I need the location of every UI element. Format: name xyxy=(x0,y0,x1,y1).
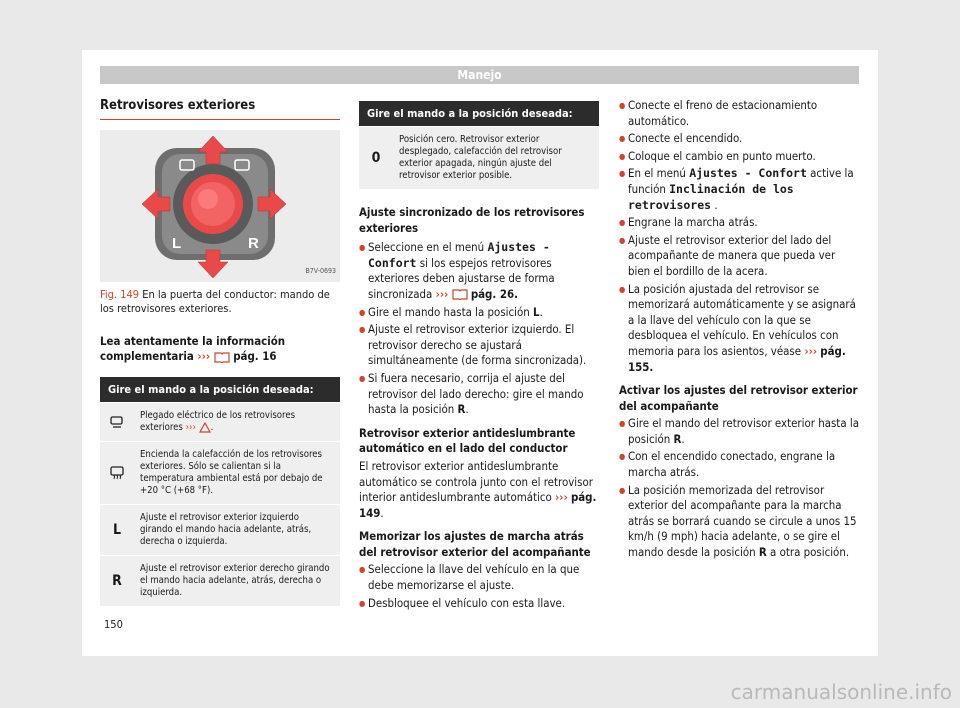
table-row xyxy=(100,555,340,606)
mirror-control-figure xyxy=(100,130,340,282)
list-item-text: Seleccione en el menú xyxy=(368,240,485,255)
table-row-text: Ajuste el retrovisor exterior izquierdo girando el mando hacia adelante, atrás, derecha o izquierda. xyxy=(140,511,312,547)
table-row xyxy=(100,441,340,504)
paragraph-text: El retrovisor exterior antideslumbrante automático se controla junto con el retrovisor interior antideslumbrante automático xyxy=(359,458,593,505)
lead-ref-link[interactable]: pág. 16 xyxy=(233,349,277,364)
subsection-title: Retrovisor exterior antideslumbrante automático en el lado del conductor xyxy=(359,425,576,456)
heated-mirror-icon xyxy=(100,442,134,504)
paragraph: El retrovisor exterior antideslumbrante automático se controla junto con el retrovisor interior antideslumbrante automático ››› pág. 149. xyxy=(359,458,597,520)
table-header: Gire el mando a la posición deseada: xyxy=(359,101,599,126)
list-item: ● Si fuera necesario, corrija el ajuste del retrovisor del lado derecho: gire el mando hasta la posición R. xyxy=(359,371,599,418)
list-item-text: La posición memorizada del retrovisor exterior del acompañante para la marcha atrás se borrará cuando se circule a unos 15 km/h (9 mph) hacia adelante, o se gire el mando desde la posición xyxy=(628,482,857,560)
list-item: ● Seleccione la llave del vehículo en la que debe memorizarse el ajuste. xyxy=(359,562,599,593)
column-3 xyxy=(619,98,859,561)
table-row-text-body: Plegado eléctrico de los retrovisores exteriores xyxy=(140,409,296,433)
column-2 xyxy=(359,98,599,611)
book-reference-icon xyxy=(214,351,230,363)
list-item xyxy=(359,240,599,302)
list-item-text: Gire el mando del retrovisor exterior hasta la posición xyxy=(628,416,859,446)
menu-path: Ajustes - Confort xyxy=(368,240,550,270)
list-item: ● Ajuste el retrovisor exterior del lado del acompañante de manera que pueda ver bien el bordillo de la acera. xyxy=(619,233,859,280)
list-item-text: active la función xyxy=(628,166,854,196)
list-item xyxy=(619,483,859,561)
list-item: ● Engrane la marcha atrás. xyxy=(619,215,859,231)
table-row-text: Encienda la calefacción de los retrovisores exteriores. Sólo se calientan si la temperatura ambiental está por debajo de +20 °C (+68 °F). xyxy=(140,448,323,496)
table-row-text: Ajuste el retrovisor exterior derecho girando el mando hacia adelante, atrás, derecha o izquierda. xyxy=(140,562,330,598)
position-symbol: 0 xyxy=(371,150,381,166)
list-item-text: La posición ajustada del retrovisor se memorizará automáticamente y se asignará a la llave del vehículo con la que se desbloquea el vehículo. En vehículos con memoria para los asientos, véase xyxy=(628,281,856,358)
column-1 xyxy=(100,98,340,606)
lead-text-body: Lea atentamente la información complementaria xyxy=(100,333,286,364)
table-row xyxy=(359,126,599,189)
subsection-title: Activar los ajustes del retrovisor exterior del acompañante xyxy=(619,383,858,413)
list-item-text: a otra posición. xyxy=(770,545,850,560)
section-title: Retrovisores exteriores xyxy=(100,98,340,120)
list-item: ● Gire el mando del retrovisor exterior hasta la posición R. xyxy=(619,416,859,447)
figure-caption-text: En la puerta del conductor: mando de los retrovisores exteriores. xyxy=(100,287,330,315)
function-name: Inclinación de los retrovisores xyxy=(628,181,794,212)
list-item: ● Con el encendido conectado, engrane la marcha atrás. xyxy=(619,449,859,480)
table-row-text: Plegado eléctrico de los retrovisores exteriores ››› . xyxy=(140,409,296,433)
watermark: carmanualsonline.info xyxy=(730,680,952,704)
lead-text xyxy=(100,334,340,365)
page-ref-link[interactable]: pág. 26. xyxy=(470,286,519,301)
chevron-link-icon: ››› xyxy=(555,490,568,505)
subsection-title: Ajuste sincronizado de los retrovisores exteriores xyxy=(359,205,585,235)
chevron-link-icon: ››› xyxy=(435,286,449,301)
mirror-knob-illustration xyxy=(100,130,340,282)
chevron-link-icon: ››› xyxy=(185,421,196,433)
page-ref-link[interactable]: pág. 155. xyxy=(628,343,846,374)
position-symbol: L xyxy=(112,521,122,538)
list-item-text: En el menú xyxy=(628,166,686,181)
list-item: ● Ajuste el retrovisor exterior izquierdo. El retrovisor derecho se ajustará simultáneamente (de forma sincronizada). xyxy=(359,322,599,369)
figure-code: B7V-0693 xyxy=(305,267,336,275)
position-symbol: R xyxy=(112,572,122,589)
page-number: 150 xyxy=(104,618,123,631)
page-ref-link[interactable]: pág. 149 xyxy=(359,490,597,520)
figure-caption xyxy=(100,288,340,316)
list-item-text: Si fuera necesario, corrija el ajuste del retrovisor del lado derecho: gire el mando hasta la posición xyxy=(368,370,584,417)
list-item: ● Conecte el encendido. xyxy=(619,131,859,147)
list-item: ● En el menú Ajustes - Confort active la función Inclinación de los retrovisores . xyxy=(619,166,859,213)
figure-label-right: R xyxy=(248,234,259,252)
chevron-link-icon: ››› xyxy=(804,343,818,358)
position-label: R xyxy=(758,545,767,560)
table-row xyxy=(100,402,340,441)
table-header: Gire el mando a la posición deseada: xyxy=(100,377,340,402)
list-item: ● Gire el mando hasta la posición L. xyxy=(359,305,599,321)
chapter-header: Manejo xyxy=(100,66,859,84)
fold-mirror-icon xyxy=(100,403,134,441)
figure-label: Fig. 149 xyxy=(100,287,140,301)
table-row xyxy=(100,504,340,555)
position-label: R xyxy=(457,402,466,417)
table-row-text: Posición cero. Retrovisor exterior desplegado, calefacción del retrovisor exterior apagada, ningún ajuste del retrovisor exterior posible. xyxy=(399,134,562,181)
list-item-text: Gire el mando hasta la posición xyxy=(368,304,530,319)
position-label: L xyxy=(533,304,540,319)
list-item: ● Conecte el freno de estacionamiento automático. xyxy=(619,98,859,129)
figure-label-left: L xyxy=(172,234,182,252)
subsection-title: Memorizar los ajustes de marcha atrás del retrovisor exterior del acompañante xyxy=(359,529,591,559)
menu-path: Ajustes - Confort xyxy=(689,166,807,181)
position-table-continued xyxy=(359,101,599,189)
list-item: ● Desbloquee el vehículo con esta llave. xyxy=(359,596,599,612)
book-reference-icon xyxy=(452,288,468,300)
list-item: ● Coloque el cambio en punto muerto. xyxy=(619,149,859,165)
warning-icon xyxy=(199,422,211,433)
list-item-text: si los espejos retrovisores exteriores deben ajustarse de forma sincronizada xyxy=(368,255,555,301)
list-item xyxy=(619,282,859,376)
position-label: R xyxy=(673,431,682,446)
position-table xyxy=(100,377,340,606)
chevron-link-icon: ››› xyxy=(197,349,211,364)
